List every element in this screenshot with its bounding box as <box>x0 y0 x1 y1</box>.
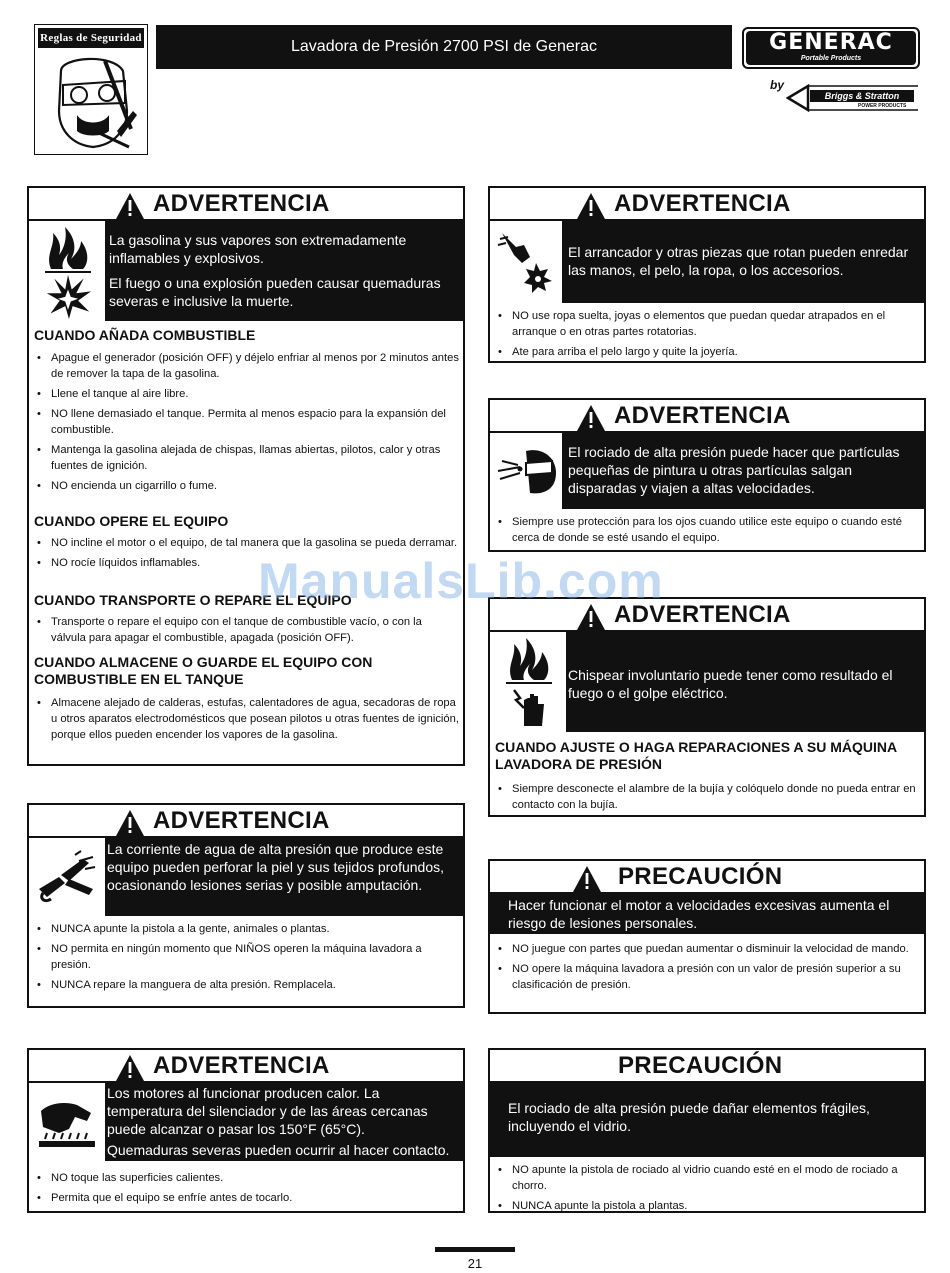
spark-band <box>490 632 924 732</box>
fuel-warning-header <box>29 188 463 221</box>
overspeed-text: Hacer funcionar el motor a velocidades excesivas aumenta el riesgo de lesiones personales. <box>508 897 890 931</box>
generac-logo <box>742 27 920 69</box>
list-item: • NO juegue con partes que puedan aumentar o disminuir la velocidad de mando. <box>496 941 920 957</box>
list-item: • NO apunte la pistola de rociado al vidrio cuando esté en el modo de rociado a chorro. <box>496 1162 920 1194</box>
spark-list <box>496 781 920 817</box>
refuel-list <box>35 350 459 498</box>
by-label: by <box>770 78 785 92</box>
caution-heading: PRECAUCIÓN <box>618 1052 783 1079</box>
spark-text: Chispear involuntario puede tener como resultado el fuego o el golpe eléctrico. <box>568 667 893 701</box>
list-item: • NUNCA repare la manguera de alta presión. Remplacela. <box>35 977 459 993</box>
caution-heading: PRECAUCIÓN <box>618 863 783 890</box>
section-title: CUANDO AJUSTE O HAGA REPARACIONES A SU MÁQUINA LAVADORA DE PRESIÓN <box>495 739 897 772</box>
fire-icon <box>504 634 554 684</box>
list-item: • NO toque las superficies calientes. <box>35 1170 459 1186</box>
warning-heading: ADVERTENCIA <box>153 807 330 834</box>
warning-heading: ADVERTENCIA <box>153 1052 330 1079</box>
fragile-list <box>496 1162 920 1218</box>
warning-triangle-icon <box>572 865 602 893</box>
safety-rules-badge <box>34 24 148 155</box>
partner-name: Briggs & Stratton <box>810 90 914 102</box>
brand-name: GENERAC <box>769 30 893 55</box>
list-item: • Ate para arriba el pelo largo y quite la joyería. <box>496 344 920 360</box>
water-jet-warning-box <box>27 803 465 1008</box>
hot-surface-icon <box>35 1091 99 1153</box>
warning-heading: ADVERTENCIA <box>614 402 791 429</box>
electric-shock-icon <box>510 686 550 730</box>
eye-protection-list <box>496 514 920 550</box>
briggs-stratton-logo <box>786 84 920 114</box>
injection-icon <box>35 849 99 905</box>
hot-surface-list <box>35 1170 459 1210</box>
eye-protection-warning-box <box>488 398 926 552</box>
entanglement-warning-box <box>488 186 926 363</box>
list-item: • NO incline el motor o el equipo, de tal manera que la gasolina se pueda derramar. <box>35 535 459 551</box>
fragile-band <box>490 1083 924 1157</box>
hot-surface-warning-header <box>29 1050 463 1083</box>
fuel-hazard-text-2: El fuego o una explosión pueden causar quemaduras severas e inclusive la muerte. <box>109 275 441 309</box>
spark-warning-box <box>488 597 926 817</box>
fragile-caution-box <box>488 1048 926 1213</box>
warning-heading: ADVERTENCIA <box>153 190 330 217</box>
eye-protection-band <box>490 433 924 509</box>
list-item: • Siempre desconecte el alambre de la bujía y colóquelo donde no pueda entrar en contacto con la bujía. <box>496 781 920 813</box>
list-item: • NUNCA apunte la pistola a la gente, animales o plantas. <box>35 921 459 937</box>
watermark: ManualsLib.com <box>258 553 664 609</box>
footer-rule <box>435 1247 515 1252</box>
section-title: CUANDO ALMACENE O GUARDE EL EQUIPO CON COMBUSTIBLE EN EL TANQUE <box>34 654 373 687</box>
brand-subtitle: Portable Products <box>800 55 862 62</box>
list-item: • Llene el tanque al aire libre. <box>35 386 459 402</box>
entanglement-icon <box>496 229 556 295</box>
list-item: • NO rocíe líquidos inflamables. <box>35 555 459 571</box>
warning-heading: ADVERTENCIA <box>614 190 791 217</box>
water-jet-band <box>29 838 463 916</box>
eye-protection-text: El rociado de alta presión puede hacer que partículas pequeñas de pintura u otras partículas salgan disparadas y viajen a altas velocidades. <box>568 444 900 496</box>
storage-list <box>35 695 459 747</box>
list-item: • NO opere la máquina lavadora a presión con un valor de presión superior a su clasificación de presión. <box>496 961 920 993</box>
entanglement-list <box>496 308 920 364</box>
section-title: CUANDO AÑADA COMBUSTIBLE <box>34 327 256 343</box>
eye-protection-warning-header <box>490 400 924 433</box>
warning-triangle-icon <box>115 809 145 837</box>
safety-rules-label: Reglas de Seguridad <box>38 28 144 48</box>
fragile-text: El rociado de alta presión puede dañar elementos frágiles, incluyendo el vidrio. <box>508 1100 870 1134</box>
entanglement-text: El arrancador y otras piezas que rotan pueden enredar las manos, el pelo, la ropa, o los accesorios. <box>568 244 909 278</box>
list-item: • NO encienda un cigarrillo o fume. <box>35 478 459 494</box>
list-item: • Siempre use protección para los ojos cuando utilice este equipo o cuando esté cerca de donde se esté usando el equipo. <box>496 514 920 546</box>
list-item: • Permita que el equipo se enfríe antes de tocarlo. <box>35 1190 459 1206</box>
list-item: • Apague el generador (posición OFF) y déjelo enfriar al menos por 2 minutos antes de remover la tapa de la gasolina. <box>35 350 459 382</box>
overspeed-list <box>496 941 920 997</box>
list-item: • NO permita en ningún momento que NIÑOS operen la máquina lavadora a presión. <box>35 941 459 973</box>
overspeed-band <box>490 894 924 934</box>
list-item: • NO llene demasiado el tanque. Permita al menos espacio para la expansión del combustible. <box>35 406 459 438</box>
water-jet-list <box>35 921 459 997</box>
list-item: • NUNCA apunte la pistola a plantas. <box>496 1198 920 1214</box>
page-number: 21 <box>467 1256 483 1271</box>
hot-surface-text-1: Los motores al funcionar producen calor. La temperatura del silenciador y de las áreas cercanas puede alcanzar o pasar los 150°F (65°C). <box>107 1085 428 1137</box>
fuel-hazard-band <box>29 221 463 321</box>
section-title: CUANDO TRANSPORTE O REPARE EL EQUIPO <box>34 592 352 608</box>
warning-triangle-icon <box>576 404 606 432</box>
partner-subtitle: POWER PRODUCTS <box>858 103 907 109</box>
entanglement-warning-header <box>490 188 924 221</box>
overspeed-caution-box <box>488 859 926 1014</box>
overspeed-caution-header <box>490 861 924 894</box>
document-title: Lavadora de Presión 2700 PSI de Generac <box>156 25 732 69</box>
fuel-hazard-text-1: La gasolina y sus vapores son extremadamente inflamables y explosivos. <box>109 232 407 266</box>
fire-icon <box>43 223 93 273</box>
list-item: • Almacene alejado de calderas, estufas, calentadores de agua, secadoras de ropa u otros aparatos electrodomésticos que posean pilotos u otras fuentes de ignición, porque ellos pueden encender los vapores de la gasolina. <box>35 695 459 743</box>
hot-surface-band <box>29 1083 463 1161</box>
hot-surface-text-2: Quemaduras severas pueden ocurrir al hacer contacto. <box>107 1142 450 1158</box>
list-item: • NO use ropa suelta, joyas o elementos que puedan quedar atrapados en el arranque o en otras partes rotatorias. <box>496 308 920 340</box>
list-item: • Transporte o repare el equipo con el tanque de combustible vacío, o con la válvula para apagar el combustible, apagada (posición OFF). <box>35 614 459 646</box>
water-jet-text: La corriente de agua de alta presión que produce este equipo pueden perforar la piel y sus tejidos profundos, ocasionando lesiones serias y posible amputación. <box>107 841 444 893</box>
fuel-warning-box <box>27 186 465 766</box>
warning-triangle-icon <box>576 192 606 220</box>
hot-surface-warning-box <box>27 1048 465 1213</box>
transport-list <box>35 614 459 650</box>
face-shield-icon <box>43 51 141 151</box>
eye-protection-icon <box>496 445 558 497</box>
entanglement-band <box>490 221 924 303</box>
fragile-caution-header <box>490 1050 924 1083</box>
water-jet-warning-header <box>29 805 463 838</box>
list-item: • Mantenga la gasolina alejada de chispas, llamas abiertas, pilotos, calor y otras fuentes de ignición. <box>35 442 459 474</box>
section-title: CUANDO OPERE EL EQUIPO <box>34 513 229 529</box>
warning-triangle-icon <box>115 192 145 220</box>
explosion-icon <box>45 273 91 319</box>
warning-triangle-icon <box>115 1054 145 1082</box>
warning-heading: ADVERTENCIA <box>614 601 791 628</box>
